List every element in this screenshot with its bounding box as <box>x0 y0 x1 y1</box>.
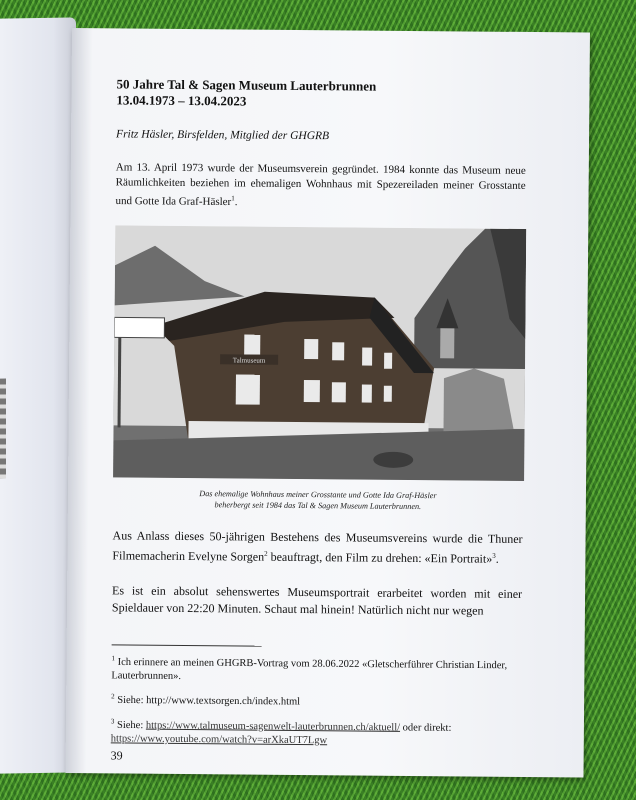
footnote-divider <box>112 644 262 646</box>
footnote-3: $^3$ Siehe: https://www.talmuseum-sagenwelt-lauterbrunnen.ch/aktuell/ oder direkt: https://www.youtube.com/watch?v=arXkaUT7Lgw <box>110 717 452 747</box>
portrait-paragraph: Es ist ein absolut sehenswertes Museumsportrait erarbeitet worden mit einer Spieldauer von 22:20 Minuten. Schaut mal hinein! Natürlich nicht nur wegen <box>111 583 523 618</box>
page-number: 39 <box>110 748 123 763</box>
intro-paragraph: Am 13. April 1973 wurde der Museumsverein gegründet. 1984 konnte das Museum neue Räumlichkeiten beziehen im ehemaligen Wohnhaus mit Spezereiladen meiner Grosstante und Gotte Ida Graf-Häsler$^1$. <box>115 161 526 209</box>
article-title <box>116 76 526 112</box>
youtube-link[interactable]: https://www.youtube.com/watch?v=arXkaUT7Lgw <box>110 733 328 747</box>
footnote-ref-2: 2 <box>264 549 268 558</box>
footnote-ref-1: 1 <box>231 194 235 203</box>
talmuseum-link[interactable]: https://www.talmuseum-sagenwelt-lauterbrunnen.ch/aktuell/ <box>145 719 401 734</box>
title-line-1: 50 Jahre Tal & Sagen Museum Lauterbrunnen <box>116 76 377 94</box>
footnote-ref-3: 3 <box>492 551 496 560</box>
title-dates: 13.04.1973 – 13.04.2023 <box>116 92 247 109</box>
footnote-1: $^1$ Ich erinnere an meinen GHGRB-Vortrag vom 28.06.2022 «Gletscherführer Christian Linder, Lauterbrunnen». <box>111 654 508 683</box>
museum-photo <box>113 225 526 481</box>
footnote-2: $^2$ Siehe: http://www.textsorgen.ch/index.html <box>111 692 301 708</box>
left-page-edge <box>0 17 76 773</box>
anniversary-paragraph: Aus Anlass dieses 50-jährigen Bestehens des Museumsvereins wurde die Thuner Filmemacherin Evelyne Sorgen$^2$ beauftragt, den Film zu drehen: «Ein Portrait»$^3$. <box>112 528 523 566</box>
left-page-image-fragment <box>0 379 6 479</box>
photo-caption: Das ehemalige Wohnhaus meiner Grosstante und Gotte Ida Graf-Häsler beherbergt seit 1984 das Tal & Sagen Museum Lauterbrunnen. <box>199 488 437 511</box>
page-content <box>111 76 527 767</box>
museum-building-illustration <box>113 225 526 481</box>
author-line: Fritz Häsler, Birsfelden, Mitglied der GHGRB <box>116 128 330 143</box>
booklet-page <box>65 28 589 777</box>
museum-sign-text: Talmuseum <box>232 356 266 365</box>
